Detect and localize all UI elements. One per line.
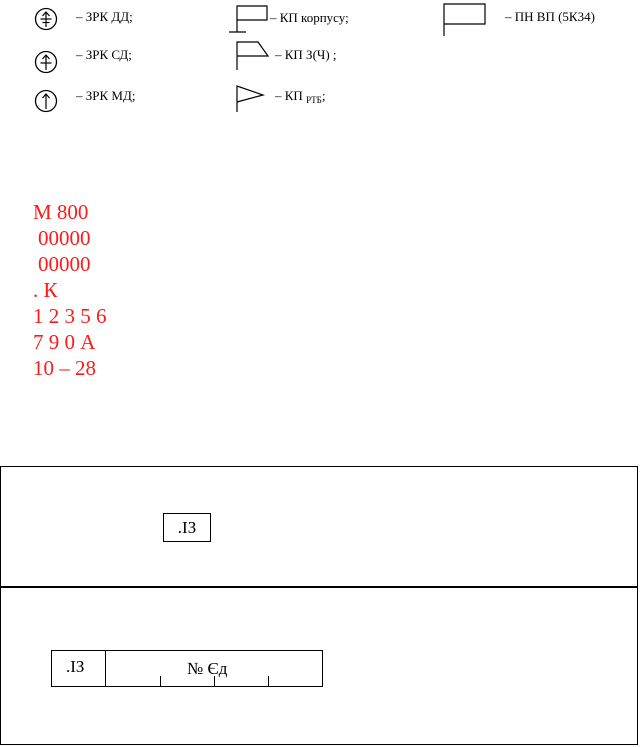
- code-line: 7 9 0 А: [33, 330, 96, 354]
- unit-strip-divider: [105, 651, 106, 686]
- zrk-sd-icon: [34, 50, 58, 74]
- zrk-md-icon: [34, 89, 58, 113]
- unit-strip-center-label: № Єд: [187, 659, 228, 678]
- code-block: [33, 199, 107, 381]
- code-line: 1 2 3 5 6: [33, 304, 107, 328]
- zrk-dd-icon: [34, 7, 58, 31]
- legend-kp-rtb-suffix: ;: [321, 88, 326, 103]
- code-line: М 800: [33, 200, 89, 224]
- unit-strip-tick: [268, 676, 269, 686]
- legend-zrk-md: – ЗРК МД;: [76, 88, 136, 103]
- unit-strip-id-label: .ІЗ: [66, 657, 85, 676]
- legend-zrk-sd: – ЗРК СД;: [76, 47, 132, 62]
- code-line: 00000: [38, 226, 91, 250]
- legend-pn-vp: – ПН ВП (5К34): [505, 9, 595, 24]
- legend-kp-rtb: [275, 88, 325, 104]
- panel-top-id-label: .ІЗ: [177, 518, 197, 537]
- unit-strip: [51, 650, 323, 687]
- legend-kp-rtb-subscript: РТБ: [306, 95, 322, 105]
- legend-kp-zch: – КП З(Ч) ;: [275, 47, 337, 62]
- legend-kp-rtb-label: – КП: [275, 88, 303, 103]
- kp-korpus-icon: [226, 4, 270, 34]
- kp-zch-icon: [228, 40, 274, 72]
- legend-kp-korpus: – КП корпусу;: [270, 10, 349, 25]
- panel-top-id-box: [163, 513, 211, 542]
- kp-rtb-icon: [228, 78, 268, 114]
- panel-top: [0, 466, 638, 587]
- unit-strip-tick: [160, 676, 161, 686]
- code-line: 10 – 28: [33, 356, 96, 380]
- code-line: . К: [33, 278, 58, 302]
- pn-vp-icon: [441, 2, 487, 38]
- code-line: 00000: [38, 252, 91, 276]
- legend-zrk-dd: – ЗРК ДД;: [76, 9, 133, 24]
